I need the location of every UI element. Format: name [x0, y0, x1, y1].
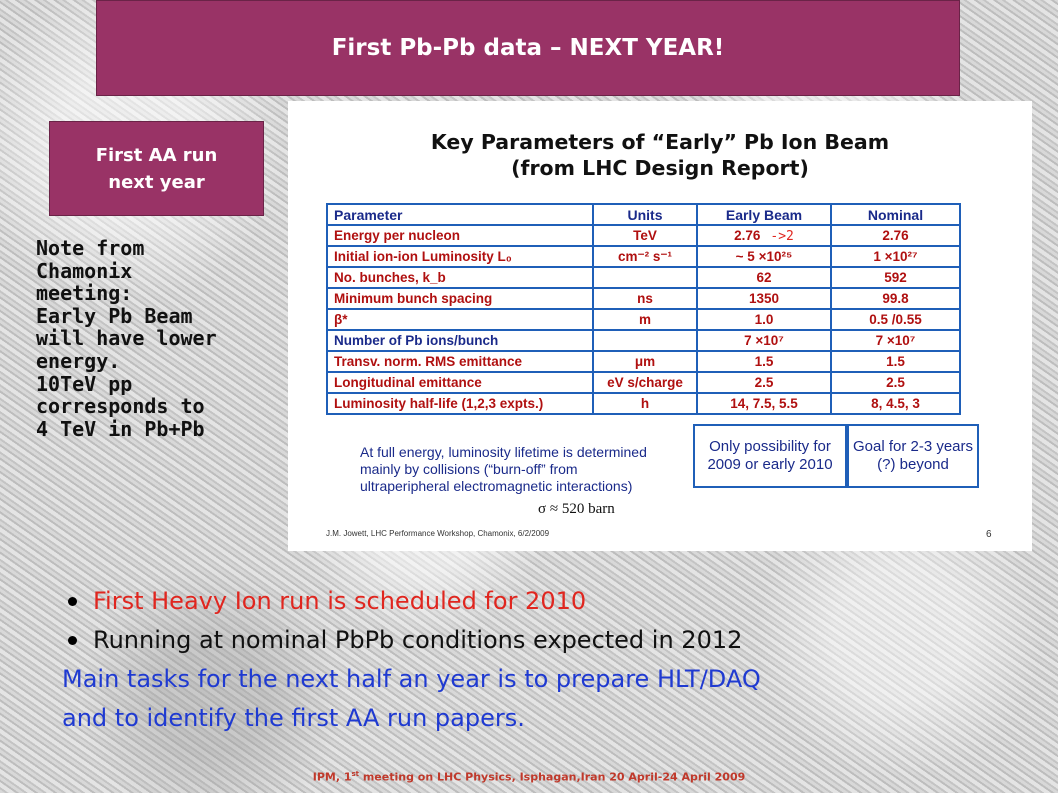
cell: 1.5 — [831, 351, 960, 372]
cell: 99.8 — [831, 288, 960, 309]
main-tasks-line: and to identify the first AA run papers. — [62, 704, 525, 732]
early-energy-note: ->2 — [770, 228, 794, 244]
beam-notes-boxes — [693, 424, 979, 488]
bullet-dot-icon — [68, 597, 77, 606]
cell: 2.76 — [831, 225, 960, 246]
cell — [697, 225, 831, 246]
col-header: Nominal — [831, 204, 960, 225]
table-header-row — [327, 204, 960, 225]
cell: 2.5 — [831, 372, 960, 393]
embedded-slide-image — [288, 101, 1032, 551]
cell: h — [593, 393, 697, 414]
cell: m — [593, 309, 697, 330]
nominal-note-box: Goal for 2-3 years (?) beyond — [847, 424, 979, 488]
note-line: will have lower — [36, 326, 217, 351]
cell: Number of Pb ions/bunch — [327, 330, 593, 351]
note-line: Note from — [36, 236, 145, 260]
cell: cm⁻² s⁻¹ — [593, 246, 697, 267]
cell: Initial ion-ion Luminosity L₀ — [327, 246, 593, 267]
cell: Longitudinal emittance — [327, 372, 593, 393]
cell: 1 ×10²⁷ — [831, 246, 960, 267]
footer-sup: st — [351, 770, 360, 778]
cell: ~ 5 ×10²⁵ — [697, 246, 831, 267]
side-box-line2: next year — [108, 171, 205, 193]
list-item — [62, 582, 1052, 621]
cell: 0.5 /0.55 — [831, 309, 960, 330]
slide-credit: J.M. Jowett, LHC Performance Workshop, Chamonix, 6/2/2009 — [326, 529, 550, 538]
note-line: energy. — [36, 348, 121, 373]
col-header: Units — [593, 204, 697, 225]
cell — [593, 330, 697, 351]
col-header: Parameter — [327, 204, 593, 225]
cell: 8, 4.5, 3 — [831, 393, 960, 414]
table-row — [327, 309, 960, 330]
cell: 7 ×10⁷ — [697, 330, 831, 351]
note-line: 4 TeV in Pb+Pb — [36, 416, 205, 441]
list-item — [62, 621, 1052, 660]
table-row — [327, 393, 960, 414]
cell: Luminosity half-life (1,2,3 expts.) — [327, 393, 593, 414]
cell: eV s/charge — [593, 372, 697, 393]
cell-value: 2.76 — [734, 227, 761, 243]
cell: 14, 7.5, 5.5 — [697, 393, 831, 414]
heading-line2: (from LHC Design Report) — [511, 156, 809, 180]
cell: No. bunches, k_b — [327, 267, 593, 288]
cell: Energy per nucleon — [327, 225, 593, 246]
cell: 1350 — [697, 288, 831, 309]
table-row — [327, 351, 960, 372]
table-row — [327, 225, 960, 246]
embedded-slide-heading — [288, 129, 1032, 181]
cell: TeV — [593, 225, 697, 246]
cell: Transv. norm. RMS emittance — [327, 351, 593, 372]
side-box-line1: First AA run — [95, 144, 218, 166]
cell: μm — [593, 351, 697, 372]
slide-page-number: 6 — [986, 529, 992, 540]
table-row — [327, 288, 960, 309]
cell: 1.5 — [697, 351, 831, 372]
cell: β* — [327, 309, 593, 330]
cell: 7 ×10⁷ — [831, 330, 960, 351]
cell: 62 — [697, 267, 831, 288]
table-row — [327, 246, 960, 267]
bullet-dot-icon — [68, 636, 77, 645]
luminosity-lifetime-text: At full energy, luminosity lifetime is determined mainly by collisions (“burn-off” from ultraperipheral electromagnetic interactions) — [360, 444, 647, 494]
bullet-text: Running at nominal PbPb conditions expected in 2012 — [93, 626, 743, 654]
chamonix-note — [36, 237, 266, 440]
table-row — [327, 372, 960, 393]
cell: 592 — [831, 267, 960, 288]
bullet-text: First Heavy Ion run is scheduled for 2010 — [93, 587, 587, 615]
note-line: Chamonix — [36, 258, 133, 283]
early-beam-note-box: Only possibility for 2009 or early 2010 — [693, 424, 847, 488]
cell — [593, 267, 697, 288]
table-row — [327, 330, 960, 351]
main-tasks-line: Main tasks for the next half an year is to prepare HLT/DAQ — [62, 665, 761, 693]
first-aa-run-box — [49, 121, 264, 216]
cell: 2.5 — [697, 372, 831, 393]
table-row — [327, 267, 960, 288]
heading-line1: Key Parameters of “Early” Pb Ion Beam — [430, 130, 890, 154]
note-line: Early Pb Beam — [36, 303, 193, 328]
col-header: Early Beam — [697, 204, 831, 225]
parameters-table — [326, 203, 961, 415]
cell: 1.0 — [697, 309, 831, 330]
footer-post: meeting on LHC Physics, Isphagan,Iran 20 April-24 April 2009 — [359, 770, 746, 784]
cell: ns — [593, 288, 697, 309]
note-line: 10TeV pp — [36, 371, 133, 396]
slide-title: First Pb-Pb data – NEXT YEAR! — [96, 0, 960, 96]
bullet-list — [62, 582, 1052, 738]
footer-pre: IPM, 1 — [312, 770, 352, 784]
note-line: corresponds to — [36, 394, 205, 419]
note-line: meeting: — [36, 281, 133, 306]
footer — [0, 770, 1058, 784]
cell: Minimum bunch spacing — [327, 288, 593, 309]
cross-section-label: σ ≈ 520 barn — [538, 501, 615, 517]
